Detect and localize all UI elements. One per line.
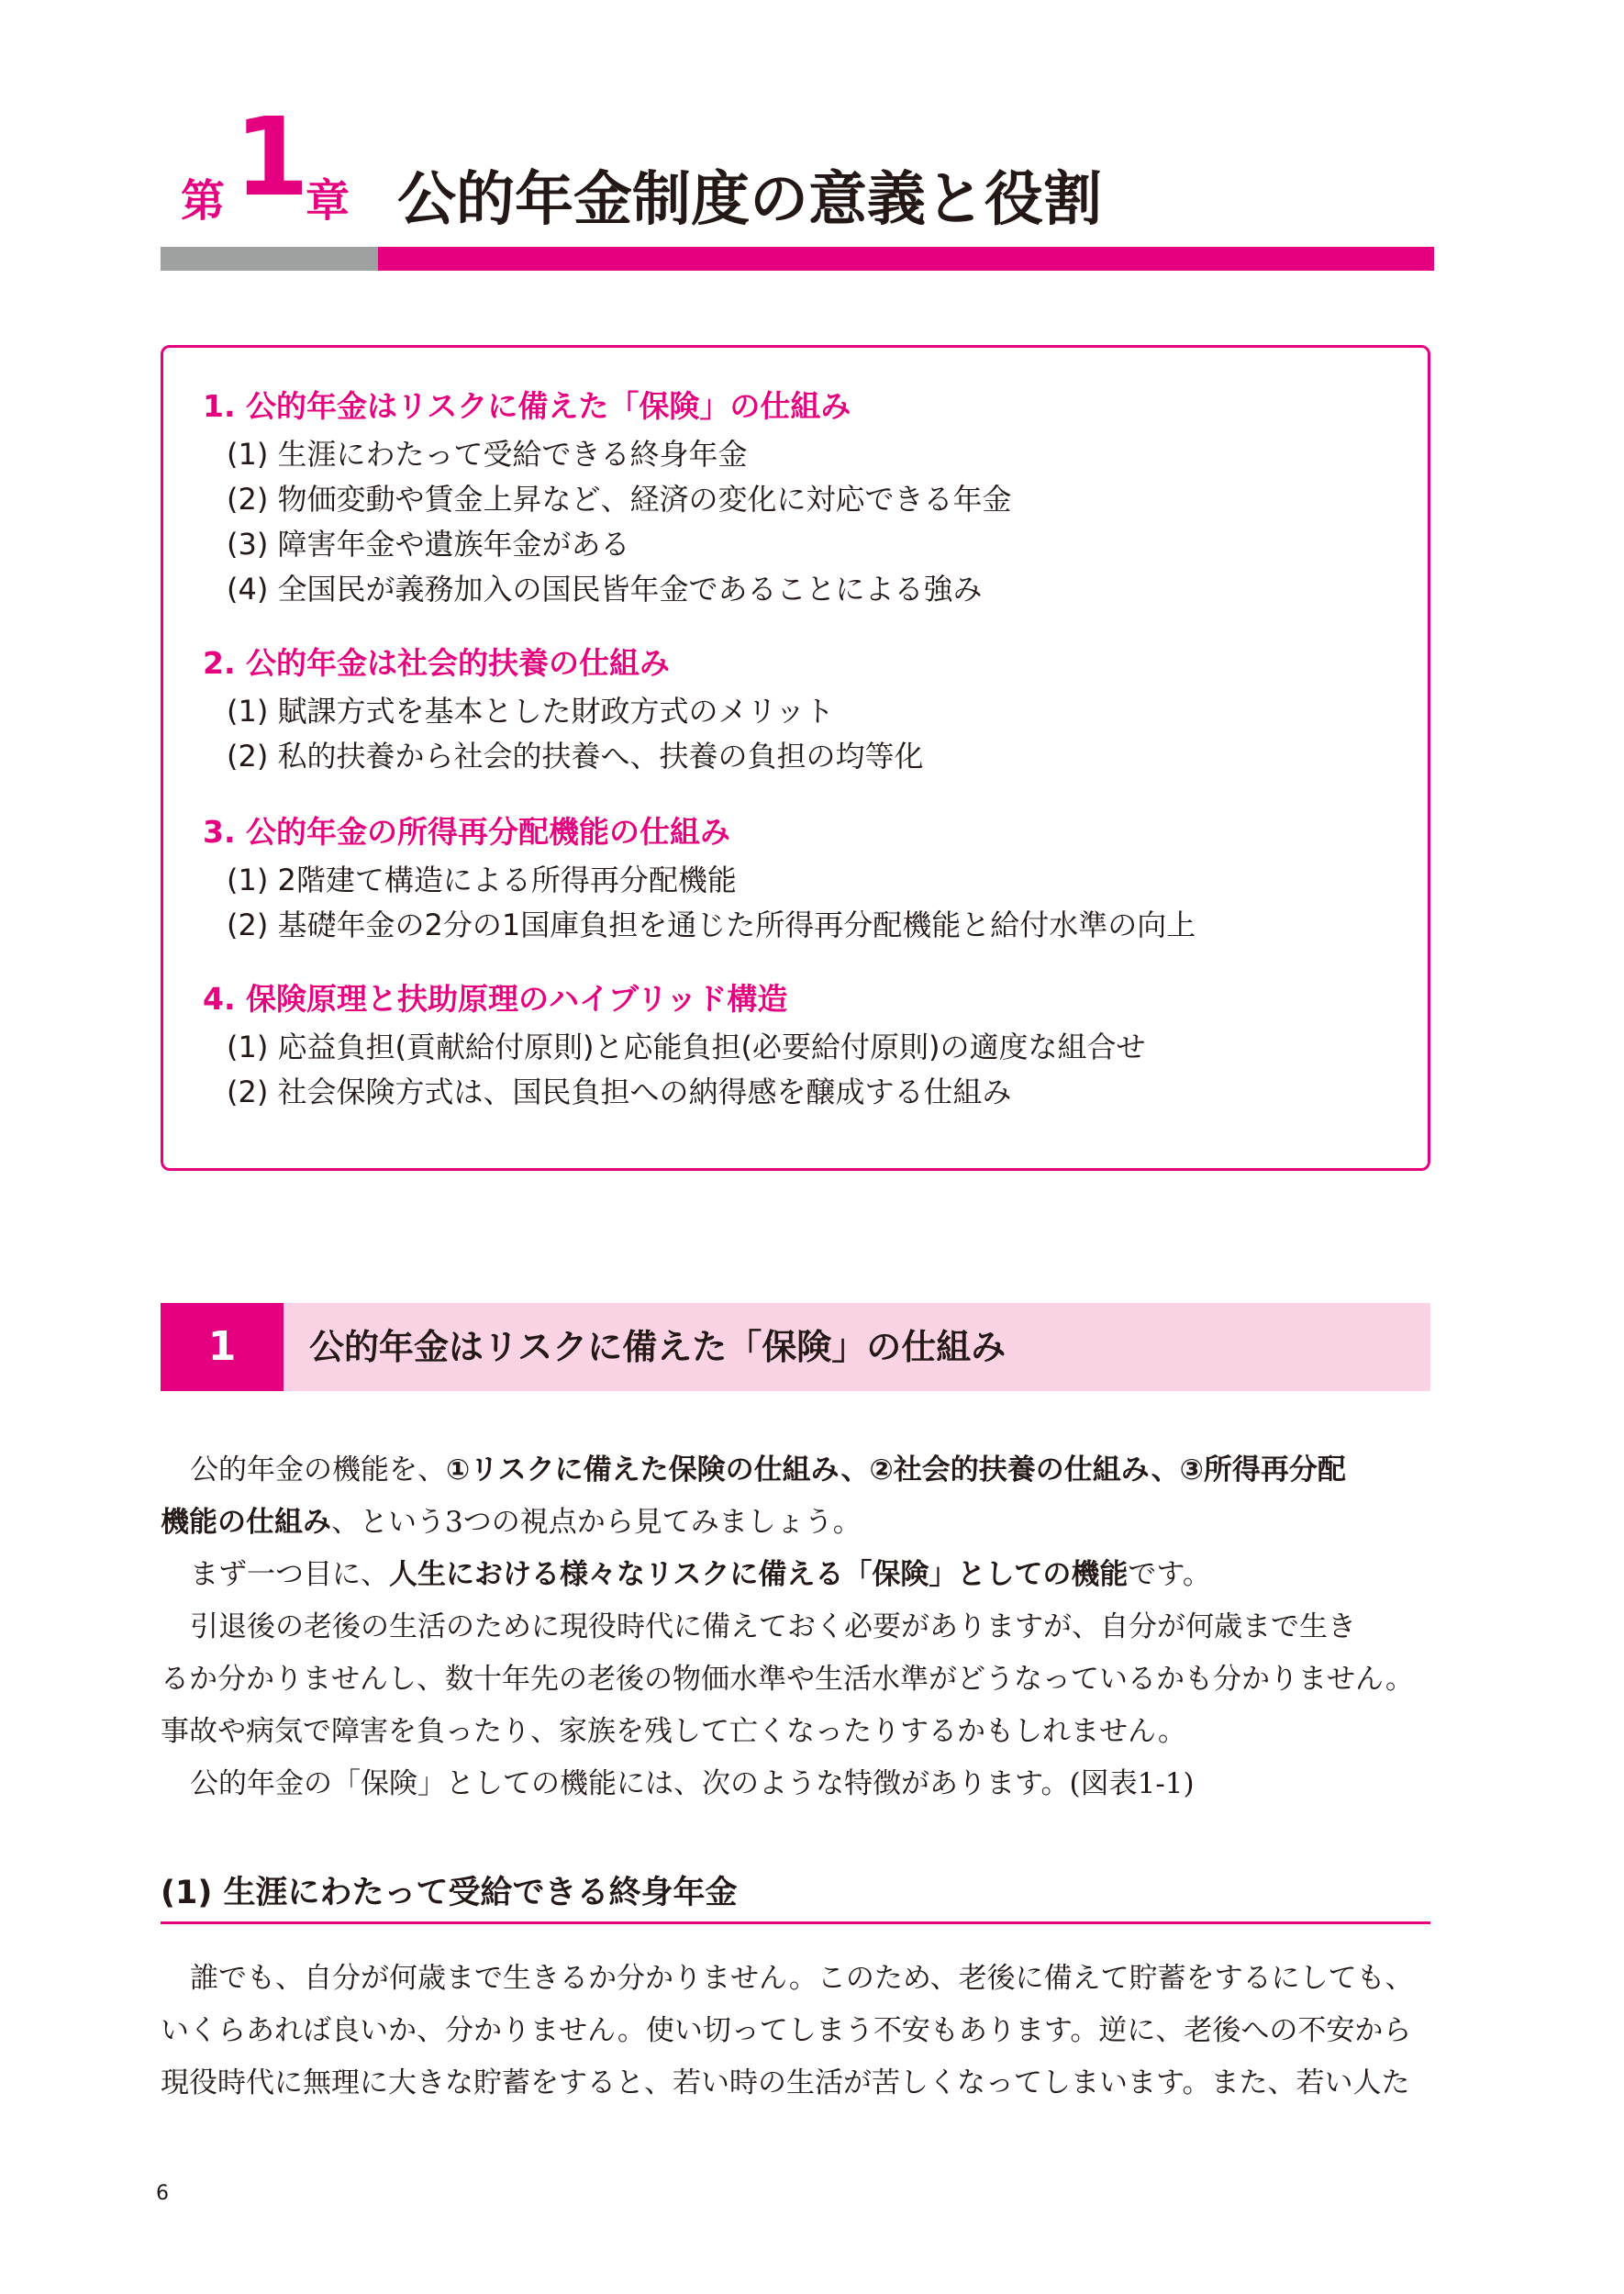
chapter-title: 公的年金制度の意義と役割: [397, 166, 1102, 234]
chapter-rule-pink: [378, 247, 1434, 271]
body-line: 事故や病気で障害を負ったり、家族を残して亡くなったりするかもしれません。: [161, 1715, 1186, 1748]
summary-heading: 4. 保険原理と扶助原理のハイブリッド構造: [203, 981, 788, 1017]
emphasis-text: 人生における様々なリスクに備える「保険」としての機能: [389, 1558, 1129, 1591]
summary-heading: 2. 公的年金は社会的扶養の仕組み: [203, 645, 670, 681]
body-line: 機能の仕組み、という3つの視点から見てみましょう。: [161, 1506, 862, 1539]
chapter-number: 1: [234, 94, 310, 220]
body-paragraphs-2: [161, 1953, 1445, 2110]
summary-item: (2) 物価変動や賃金上昇など、経済の変化に対応できる年金: [227, 482, 1012, 517]
chapter-suffix: 章: [306, 175, 350, 227]
section-title: 公的年金はリスクに備えた「保険」の仕組み: [309, 1327, 1007, 1367]
body-line: まず一つ目に、人生における様々なリスクに備える「保険」としての機能です。: [190, 1558, 1211, 1591]
summary-heading: 3. 公的年金の所得再分配機能の仕組み: [203, 814, 730, 850]
body-line: 公的年金の「保険」としての機能には、次のような特徴があります。(図表1-1): [190, 1767, 1195, 1800]
subsection-rule: [161, 1921, 1430, 1924]
section-number: 1: [161, 1303, 284, 1391]
summary-item: (1) 生涯にわたって受給できる終身年金: [227, 437, 748, 472]
body-line: 引退後の老後の生活のために現役時代に備えておく必要がありますが、自分が何歳まで生き: [190, 1610, 1356, 1643]
body-paragraphs: [161, 1444, 1445, 1810]
summary-item: (1) 2階建て構造による所得再分配機能: [227, 863, 737, 897]
summary-heading: 1. 公的年金はリスクに備えた「保険」の仕組み: [203, 388, 851, 424]
summary-item: (1) 賦課方式を基本とした財政方式のメリット: [227, 694, 835, 729]
body-line: 現役時代に無理に大きな貯蓄をすると、若い時の生活が苦しくなってしまいます。また、若い人た: [161, 2066, 1410, 2099]
body-line: 誰でも、自分が何歳まで生きるか分かりません。このため、老後に備えて貯蓄をするにしても、: [190, 1962, 1414, 1995]
chapter-rule-gray: [161, 247, 378, 271]
body-line: るか分かりませんし、数十年先の老後の物価水準や生活水準がどうなっているかも分かりません。: [161, 1663, 1414, 1696]
chapter-summary-box: [161, 345, 1430, 1171]
summary-item: (2) 私的扶養から社会的扶養へ、扶養の負担の均等化: [227, 739, 924, 774]
page-number: 6: [156, 2182, 169, 2205]
subsection-title: (1) 生涯にわたって受給できる終身年金: [161, 1875, 738, 1911]
summary-section: [203, 638, 924, 779]
body-line: いくらあれば良いか、分かりません。使い切ってしまう不安もあります。逆に、老後への不安から: [161, 2014, 1412, 2047]
emphasis-text: 機能の仕組み: [161, 1506, 331, 1539]
summary-section: [203, 381, 1012, 612]
summary-section: [203, 807, 1196, 948]
summary-item: (2) 社会保険方式は、国民負担への納得感を醸成する仕組み: [227, 1075, 1012, 1109]
chapter-prefix: 第: [181, 175, 226, 227]
summary-section: [203, 974, 1145, 1115]
summary-item: (3) 障害年金や遺族年金がある: [227, 527, 630, 562]
summary-item: (2) 基礎年金の2分の1国庫負担を通じた所得再分配機能と給付水準の向上: [227, 908, 1196, 942]
summary-item: (1) 応益負担(貢献給付原則)と応能負担(必要給付原則)の適度な組合せ: [227, 1030, 1146, 1064]
section-heading-bar: [161, 1303, 1430, 1391]
body-line: 公的年金の機能を、①リスクに備えた保険の仕組み、②社会的扶養の仕組み、③所得再分配: [190, 1453, 1346, 1487]
summary-item: (4) 全国民が義務加入の国民皆年金であることによる強み: [227, 572, 983, 607]
emphasis-text: ①リスクに備えた保険の仕組み、②社会的扶養の仕組み、③所得再分配: [446, 1453, 1346, 1487]
